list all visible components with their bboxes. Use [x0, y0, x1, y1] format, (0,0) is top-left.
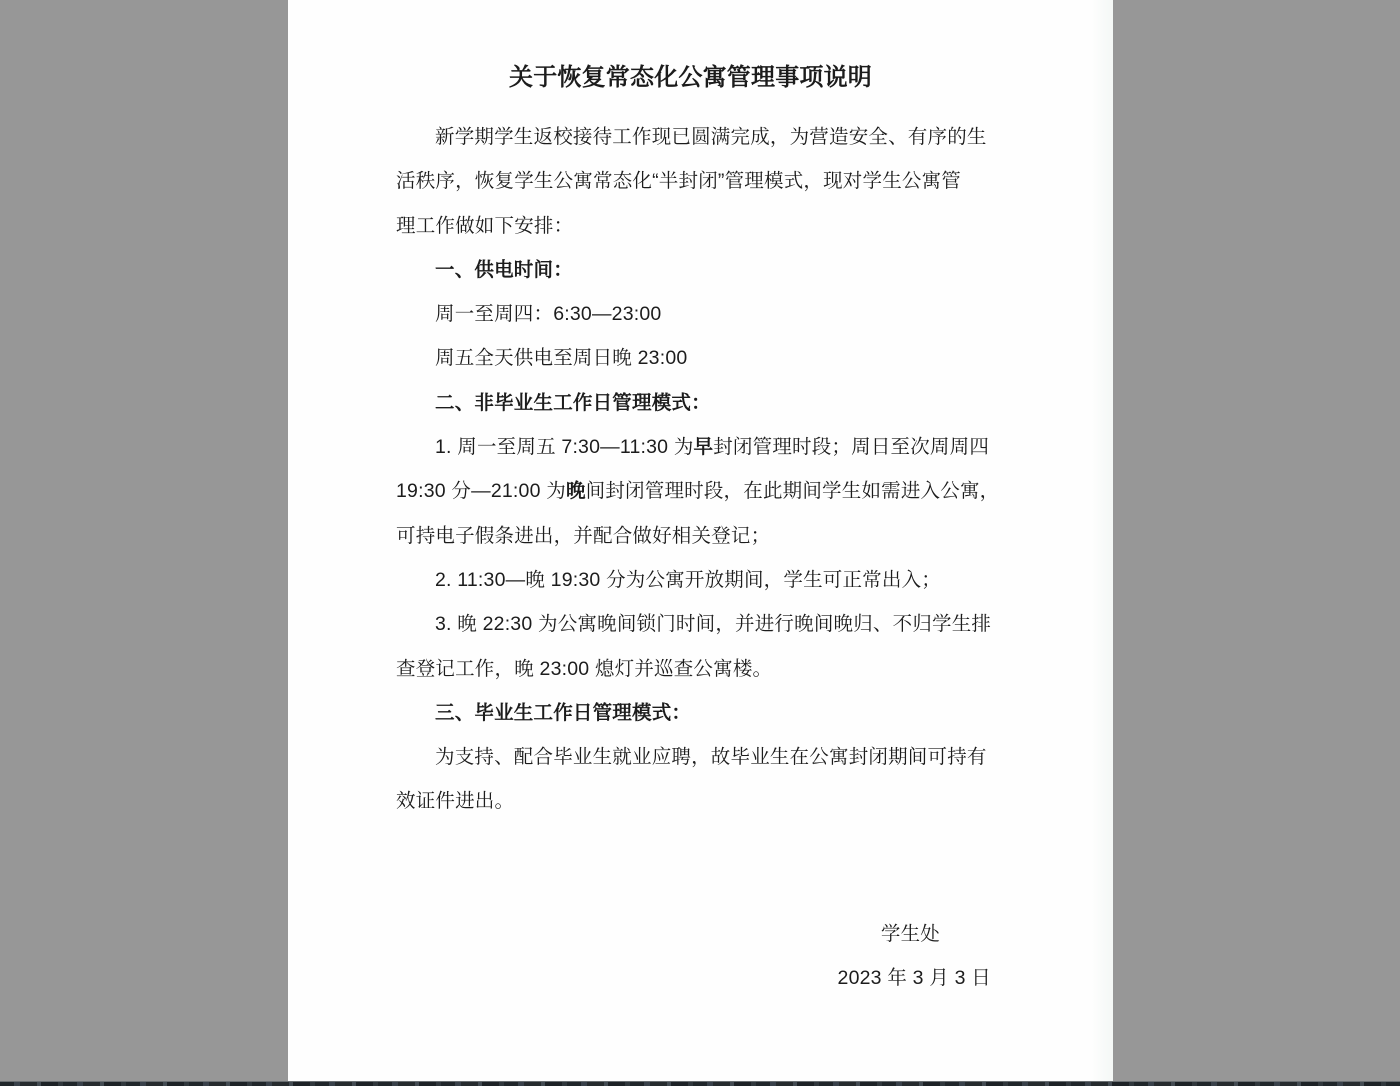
section-heading-graduate-mode: 三、毕业生工作日管理模式：	[435, 701, 692, 724]
signature-date: 2023 年 3 月 3 日	[837, 967, 991, 990]
list-item-1-post2: 间封闭管理时段，在此期间学生如需进入公寓，	[585, 480, 1000, 503]
list-item-1-line: 可持电子假条进出，并配合做好相关登记；	[396, 524, 771, 547]
list-item-1-line	[396, 425, 990, 469]
list-item-3-line: 查登记工作，晚 23:00 熄灯并巡查公寓楼。	[396, 657, 773, 680]
paragraph-line: 新学期学生返校接待工作现已圆满完成，为营造安全、有序的生	[435, 126, 987, 148]
signature-department: 学生处	[880, 922, 940, 945]
document-content	[288, 0, 1113, 1000]
document-page	[288, 0, 1113, 1086]
list-item-1-bold-morning: 早	[693, 436, 714, 459]
paragraph-line: 活秩序，恢复学生公寓常态化“半封闭”管理模式，现对学生公寓管	[396, 170, 961, 193]
graduate-mode-line: 效证件进出。	[396, 790, 515, 813]
section-heading-nongraduate-mode: 二、非毕业生工作日管理模式：	[435, 391, 711, 414]
power-time-weekday-line: 周一至周四：6:30—23:00	[435, 303, 662, 326]
list-item-3-line: 3. 晚 22:30 为公寓晚间锁门时间，并进行晚间晚归、不归学生排	[435, 613, 992, 636]
list-item-1-pre: 1. 周一至周五 7:30—11:30 为	[435, 436, 694, 459]
section-heading-power-time: 一、供电时间：	[435, 258, 573, 281]
list-item-1-post: 封闭管理时段；周日至次周周四	[713, 436, 990, 459]
list-item-1-pre2: 19:30 分—21:00 为	[396, 480, 566, 503]
paragraph-line: 理工作做如下安排：	[396, 214, 574, 237]
list-item-2-line: 2. 11:30—晚 19:30 分为公寓开放期间，学生可正常出入；	[435, 568, 941, 591]
document-body	[396, 115, 1000, 1000]
list-item-1-line	[396, 469, 1000, 513]
document-title: 关于恢复常态化公寓管理事项说明	[509, 64, 872, 91]
list-item-1-bold-evening: 晚	[565, 480, 586, 503]
power-time-weekend-line: 周五全天供电至周日晚 23:00	[435, 347, 688, 370]
document-bottom-edge	[0, 1081, 1400, 1086]
signature-spacer	[396, 824, 985, 912]
graduate-mode-line: 为支持、配合毕业生就业应聘，故毕业生在公寓封闭期间可持有	[435, 746, 987, 769]
